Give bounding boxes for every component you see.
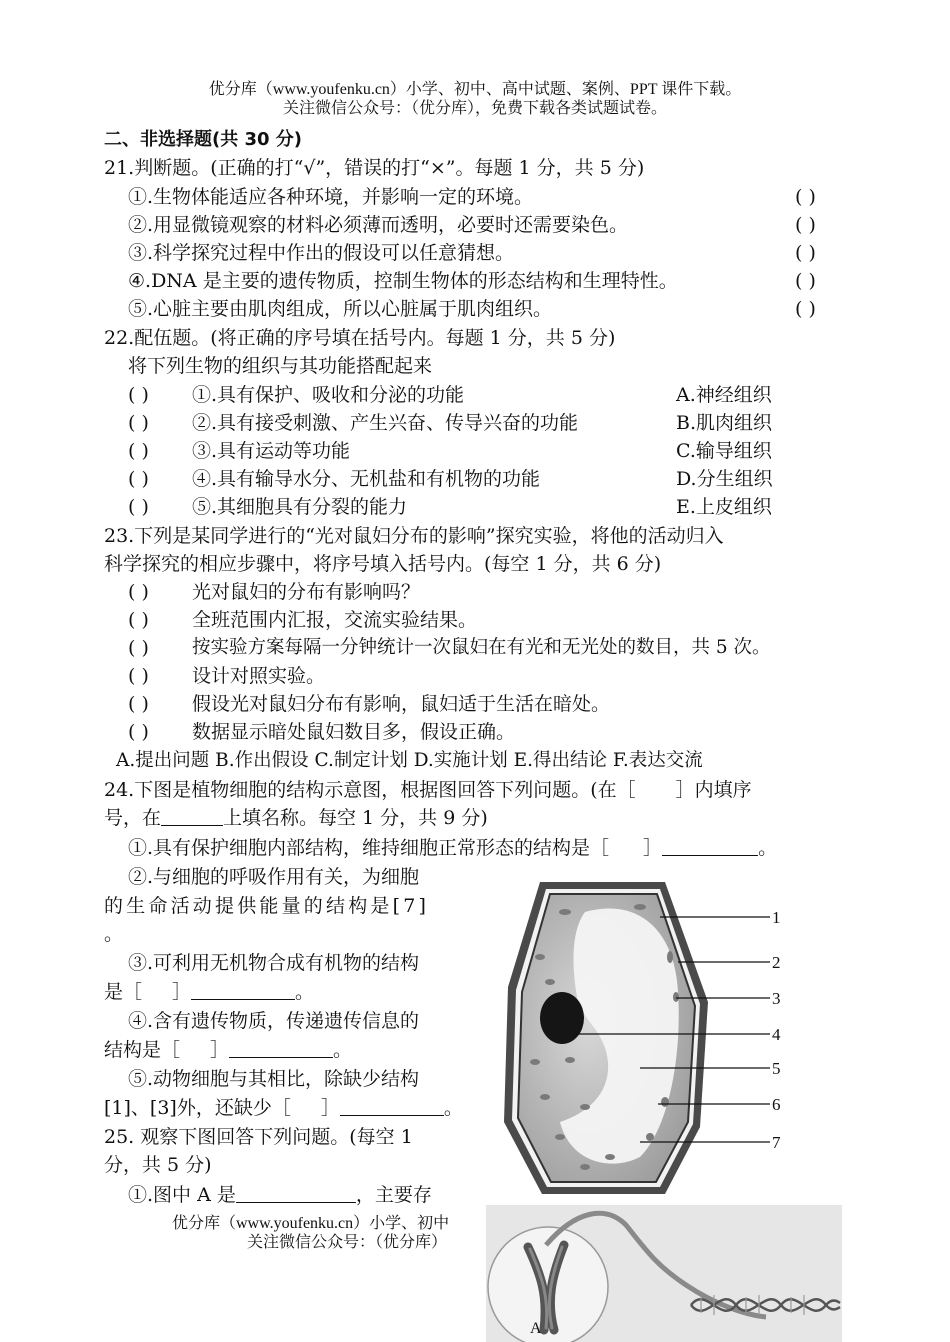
q24-sub-3-line-2 [104, 979, 314, 1005]
q23-activity-3: 按实验方案每隔一分钟统计一次鼠妇在有光和无光处的数目，共 5 次。 [192, 637, 771, 658]
plant-cell-diagram [490, 872, 830, 1202]
q23-paren-4: ( ) [128, 665, 149, 687]
q24-sub-5-end: 。 [443, 1097, 463, 1119]
q22-paren-2: ( ) [128, 412, 149, 434]
chromosome-dna-figure [486, 1205, 842, 1342]
q24-sub-4-text: 结构是［ [104, 1039, 181, 1061]
q24-sub-4-end: 。 [333, 1039, 353, 1061]
q24-sub-3-line-1: ③.可利用无机物合成有机物的结构 [128, 952, 420, 974]
q22-function-3: ③.具有运动等功能 [192, 440, 351, 462]
section-title: 二、非选择题(共 30 分) [104, 129, 303, 150]
q24-sub-5-line-1: ⑤.动物细胞与其相比，除缺少结构 [128, 1068, 420, 1090]
q24-sub-4-line-2 [104, 1037, 352, 1063]
q24-sub-3-text: 是［ [104, 981, 143, 1003]
q24-sub-3-end: 。 [295, 981, 315, 1003]
q22-paren-5: ( ) [128, 496, 149, 518]
q25-stem-line-2: 分，共 5 分) [104, 1154, 212, 1176]
q22-paren-3: ( ) [128, 440, 149, 462]
q21-stem: 21.判断题。(正确的打“√”，错误的打“×”。每题 1 分，共 5 分) [104, 157, 645, 179]
q23-options: A.提出问题 B.作出假设 C.制定计划 D.实施计划 E.得出结论 F.表达交流 [116, 750, 703, 771]
footer-line-2: 关注微信公众号：（优分库） [247, 1234, 448, 1251]
q24-sub-1-bracket-close: ］ [643, 837, 663, 859]
q24-stem-2a: 号，在 [104, 807, 162, 829]
q23-paren-5: ( ) [128, 693, 149, 715]
q24-stem-1 [104, 777, 752, 803]
q23-stem-2: 科学探究的相应步骤中，将序号填入括号内。(每空 1 分，共 6 分) [104, 553, 662, 575]
q24-sub-4-line-1: ④.含有遗传物质，传递遗传信息的 [128, 1010, 420, 1032]
q24-sub-5-name-blank[interactable] [340, 1095, 444, 1116]
q21-answer-5: ( ) [795, 298, 816, 320]
q24-sub-1-end: 。 [758, 837, 778, 859]
q23-activity-6: 数据显示暗处鼠妇数目多，假设正确。 [192, 721, 516, 743]
q24-sub-3-bracket-close: ］ [172, 981, 192, 1003]
q23-paren-2: ( ) [128, 609, 149, 631]
q24-sub-2-line-3: 。 [104, 923, 124, 945]
q22-paren-4: ( ) [128, 468, 149, 490]
q24-sub-2-line-1: ②.与细胞的呼吸作用有关，为细胞 [128, 866, 420, 888]
label-2: 2 [772, 953, 781, 972]
q21-item-3: ③.科学探究过程中作出的假设可以任意猜想。 [128, 242, 515, 264]
q23-activity-2: 全班范围内汇报，交流实验结果。 [192, 609, 478, 631]
q22-tissue-a: A.神经组织 [676, 384, 772, 406]
q24-blank-example [161, 805, 223, 826]
label-3: 3 [772, 989, 781, 1008]
header-line-1: 优分库（www.youfenku.cn）小学、初中、高中试题、案例、PPT 课件下载。 [208, 81, 742, 98]
q22-function-4: ④.具有输导水分、无机盐和有机物的功能 [192, 468, 541, 490]
q21-answer-3: ( ) [795, 242, 816, 264]
q24-sub-3-name-blank[interactable] [191, 979, 295, 1000]
nucleus [540, 992, 584, 1044]
q23-paren-6: ( ) [128, 721, 149, 743]
q25-sub-1-blank[interactable] [236, 1182, 356, 1203]
q21-answer-4: ( ) [795, 270, 816, 292]
q24-stem-2 [104, 805, 488, 831]
label-7: 7 [772, 1133, 781, 1152]
q23-stem-1: 23.下列是某同学进行的“光对鼠妇分布的影响”探究实验，将他的活动归入 [104, 525, 724, 547]
footer-line-1: 优分库（www.youfenku.cn）小学、初中 [172, 1215, 450, 1232]
q24-sub-5-bracket-close: ］ [320, 1097, 340, 1119]
q24-sub-1 [128, 835, 777, 861]
q22-tissue-b: B.肌肉组织 [676, 412, 773, 434]
q24-stem-1b: ］内填序 [675, 779, 752, 801]
diagram-labels [772, 908, 781, 1152]
q21-answer-2: ( ) [795, 214, 816, 236]
q24-stem-1a: 24.下图是植物细胞的结构示意图，根据图回答下列问题。(在［ [104, 779, 636, 801]
q24-sub-1-name-blank[interactable] [662, 835, 758, 856]
q21-item-5: ⑤.心脏主要由肌肉组成，所以心脏属于肌肉组织。 [128, 298, 553, 320]
q23-paren-3: ( ) [128, 637, 149, 659]
q22-tissue-c: C.输导组织 [676, 440, 772, 462]
q24-sub-5-line-2 [104, 1095, 463, 1121]
label-1: 1 [772, 908, 781, 927]
q22-tissue-e: E.上皮组织 [676, 496, 772, 518]
q24-sub-2-line-2: 的生命活动提供能量的结构是[7] [104, 895, 430, 917]
q25-sub-1-text-end: ，主要存 [355, 1184, 432, 1206]
q22-stem: 22.配伍题。(将正确的序号填在括号内。每题 1 分，共 5 分) [104, 327, 616, 349]
q25-sub-1-text: ①.图中 A 是 [128, 1184, 236, 1206]
figure-label-a: A [530, 1320, 542, 1337]
q24-sub-4-bracket-close: ］ [210, 1039, 230, 1061]
q25-sub-1 [128, 1182, 432, 1208]
q22-function-5: ⑤.其细胞具有分裂的能力 [192, 496, 408, 518]
q23-activity-4: 设计对照实验。 [192, 665, 326, 687]
q23-paren-1: ( ) [128, 581, 149, 603]
q21-item-1: ①.生物体能适应各种环境，并影响一定的环境。 [128, 186, 534, 208]
q25-stem-line-1: 25. 观察下图回答下列问题。(每空 1 [104, 1126, 413, 1148]
q24-stem-2b: 上填名称。每空 1 分，共 9 分) [223, 807, 488, 829]
q21-answer-1: ( ) [795, 186, 816, 208]
q21-item-2: ②.用显微镜观察的材料必须薄而透明，必要时还需要染色。 [128, 214, 629, 236]
q24-sub-5-text: [1]、[3]外，还缺少［ [104, 1097, 291, 1119]
q22-function-1: ①.具有保护、吸收和分泌的功能 [192, 384, 465, 406]
q24-sub-1-text: ①.具有保护细胞内部结构，维持细胞正常形态的结构是［ [128, 837, 610, 859]
q23-activity-5: 假设光对鼠妇分布有影响，鼠妇适于生活在暗处。 [192, 693, 611, 715]
label-5: 5 [772, 1059, 781, 1078]
q21-item-4: ④.DNA 是主要的遗传物质，控制生物体的形态结构和生理特性。 [128, 270, 678, 292]
q23-activity-1: 光对鼠妇的分布有影响吗？ [192, 581, 421, 603]
header-line-2: 关注微信公众号：（优分库），免费下载各类试题试卷。 [282, 100, 667, 117]
label-6: 6 [772, 1095, 781, 1114]
q22-function-2: ②.具有接受刺激、产生兴奋、传导兴奋的功能 [192, 412, 579, 434]
q22-intro: 将下列生物的组织与其功能搭配起来 [128, 355, 433, 377]
q22-paren-1: ( ) [128, 384, 149, 406]
q24-sub-4-name-blank[interactable] [229, 1037, 333, 1058]
q22-tissue-d: D.分生组织 [676, 468, 773, 490]
label-4: 4 [772, 1025, 781, 1044]
